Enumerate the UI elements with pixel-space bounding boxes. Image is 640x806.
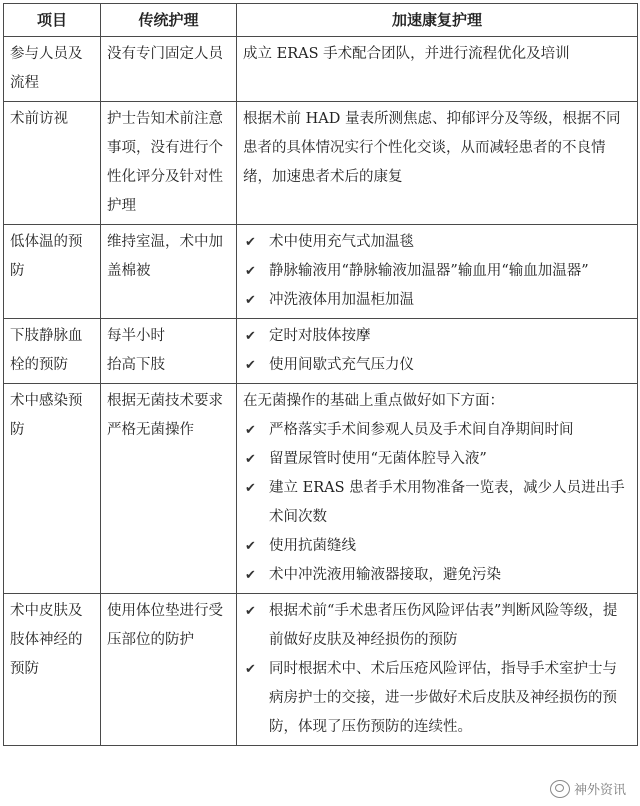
eras-list-item-text: 同时根据术中、术后压疮风险评估，指导手术室护士与病房护士的交接，进一步做好术后皮肤及神经损伤的预防，体现了压伤预防的连续性。 bbox=[269, 661, 617, 735]
eras-list-item bbox=[243, 257, 631, 286]
eras-list-item-text: 静脉输液用“静脉输液加温器”输血用“输血加温器” bbox=[269, 263, 589, 279]
eras-text: 在无菌操作的基础上重点做好如下方面： bbox=[243, 393, 504, 409]
cell-eras bbox=[237, 319, 638, 384]
checkmark-icon: ✔ bbox=[245, 293, 256, 308]
watermark bbox=[550, 779, 626, 798]
eras-list-item bbox=[243, 532, 631, 561]
cell-traditional: 每半小时 抬高下肢 bbox=[101, 319, 237, 384]
cell-traditional: 护士告知术前注意事项，没有进行个性化评分及针对性护理 bbox=[101, 102, 237, 225]
eras-list-item bbox=[243, 655, 631, 742]
checkmark-icon: ✔ bbox=[245, 264, 256, 279]
header-eras: 加速康复护理 bbox=[237, 4, 638, 37]
cell-traditional: 没有专门固定人员 bbox=[101, 37, 237, 102]
cell-item: 参与人员及流程 bbox=[4, 37, 101, 102]
eras-list-item bbox=[243, 597, 631, 655]
eras-list-item-text: 使用间歇式充气压力仪 bbox=[269, 357, 414, 373]
eras-list-item bbox=[243, 228, 631, 257]
eras-text: 根据术前 HAD 量表所测焦虑、抑郁评分及等级，根据不同患者的具体情况实行个性化交谈，从而减轻患者的不良情绪，加速患者术后的康复 bbox=[243, 111, 621, 185]
cell-eras bbox=[237, 37, 638, 102]
table-row bbox=[4, 37, 638, 102]
eras-list-item bbox=[243, 351, 631, 380]
checkmark-icon: ✔ bbox=[245, 568, 256, 583]
cell-eras bbox=[237, 384, 638, 594]
eras-list-item bbox=[243, 322, 631, 351]
cell-traditional: 根据无菌技术要求严格无菌操作 bbox=[101, 384, 237, 594]
checkmark-icon: ✔ bbox=[245, 423, 256, 438]
eras-list-item bbox=[243, 561, 631, 590]
eras-list-item-text: 使用抗菌缝线 bbox=[269, 538, 356, 554]
cell-eras bbox=[237, 225, 638, 319]
eras-list-item-text: 术中使用充气式加温毯 bbox=[269, 234, 414, 250]
table-row bbox=[4, 102, 638, 225]
eras-list-item-text: 严格落实手术间参观人员及手术间自净期间时间 bbox=[269, 422, 574, 438]
eras-list-item-text: 冲洗液体用加温柜加温 bbox=[269, 292, 414, 308]
header-traditional: 传统护理 bbox=[101, 4, 237, 37]
checkmark-icon: ✔ bbox=[245, 604, 256, 619]
cell-item: 术前访视 bbox=[4, 102, 101, 225]
checkmark-icon: ✔ bbox=[245, 235, 256, 250]
checkmark-icon: ✔ bbox=[245, 481, 256, 496]
cell-item: 术中皮肤及肢体神经的预防 bbox=[4, 594, 101, 746]
eras-text: 成立 ERAS 手术配合团队，并进行流程优化及培训 bbox=[243, 46, 570, 62]
cell-item: 术中感染预防 bbox=[4, 384, 101, 594]
checkmark-icon: ✔ bbox=[245, 329, 256, 344]
header-item: 项目 bbox=[4, 4, 101, 37]
cell-item: 下肢静脉血栓的预防 bbox=[4, 319, 101, 384]
table-row bbox=[4, 319, 638, 384]
checkmark-icon: ✔ bbox=[245, 358, 256, 373]
checkmark-icon: ✔ bbox=[245, 452, 256, 467]
cell-eras bbox=[237, 594, 638, 746]
eras-list-item bbox=[243, 416, 631, 445]
cell-traditional: 使用体位垫进行受压部位的防护 bbox=[101, 594, 237, 746]
header-row bbox=[4, 4, 638, 37]
cell-eras bbox=[237, 102, 638, 225]
checkmark-icon: ✔ bbox=[245, 662, 256, 677]
nursing-comparison-table bbox=[3, 3, 638, 746]
table-row bbox=[4, 594, 638, 746]
eras-list-item bbox=[243, 445, 631, 474]
eras-list-item-text: 留置尿管时使用“无菌体腔导入液” bbox=[269, 451, 487, 467]
wechat-icon bbox=[550, 780, 570, 798]
eras-list-item-text: 建立 ERAS 患者手术用物准备一览表，减少人员进出手术间次数 bbox=[269, 480, 625, 525]
cell-item: 低体温的预防 bbox=[4, 225, 101, 319]
watermark-text: 神外资讯 bbox=[573, 783, 626, 798]
eras-list-item-text: 定时对肢体按摩 bbox=[269, 328, 371, 344]
eras-list-item bbox=[243, 286, 631, 315]
cell-traditional: 维持室温，术中加盖棉被 bbox=[101, 225, 237, 319]
eras-list-item-text: 术中冲洗液用输液器接取，避免污染 bbox=[269, 567, 501, 583]
table-row bbox=[4, 384, 638, 594]
table-row bbox=[4, 225, 638, 319]
eras-list-item-text: 根据术前“手术患者压伤风险评估表”判断风险等级，提前做好皮肤及神经损伤的预防 bbox=[269, 603, 618, 648]
checkmark-icon: ✔ bbox=[245, 539, 256, 554]
eras-list-item bbox=[243, 474, 631, 532]
